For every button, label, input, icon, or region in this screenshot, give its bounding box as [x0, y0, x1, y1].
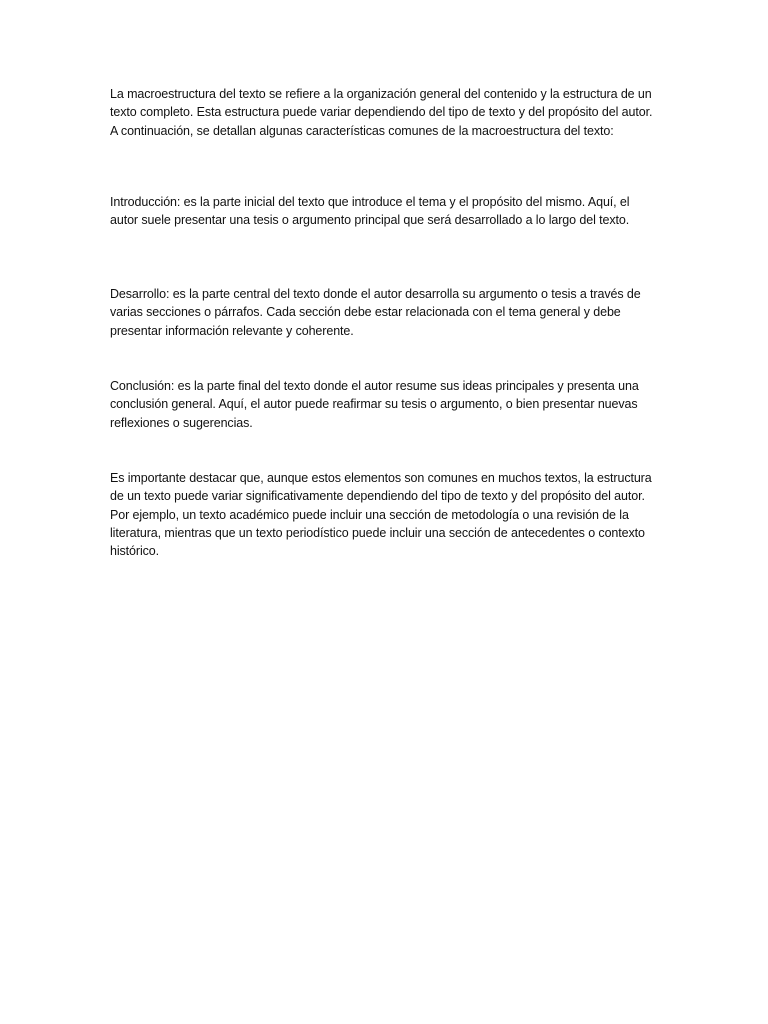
document-body: [110, 85, 660, 560]
paragraph-final-note: Es importante destacar que, aunque estos elementos son comunes en muchos textos, la estructura de un texto puede variar significativamente dependiendo del tipo de texto y del propósito del autor. Por ejemplo, un texto académico puede incluir una sección de metodología o una revisión de la literatura, mientras que un texto periodístico puede incluir una sección de antecedentes o contexto histórico.: [110, 471, 652, 559]
paragraph-introduccion: Introducción: es la parte inicial del texto que introduce el tema y el propósito del mismo. Aquí, el autor suele presentar una tesis o argumento principal que será desarrollado a lo largo del texto.: [110, 195, 630, 228]
paragraph-intro: La macroestructura del texto se refiere a la organización general del contenido y la estructura de un texto completo. Esta estructura puede variar dependiendo del tipo de texto y del propósito del autor. A continuación, se detallan algunas características comunes de la macroestructura del texto:: [110, 87, 653, 138]
paragraph-conclusion: Conclusión: es la parte final del texto donde el autor resume sus ideas principales y presenta una conclusión general. Aquí, el autor puede reafirmar su tesis o argumento, o bien presentar nuevas reflexiones o sugerencias.: [110, 379, 639, 430]
paragraph-desarrollo: Desarrollo: es la parte central del texto donde el autor desarrolla su argumento o tesis a través de varias secciones o párrafos. Cada sección debe estar relacionada con el tema general y debe presentar información relevante y coherente.: [110, 287, 641, 338]
